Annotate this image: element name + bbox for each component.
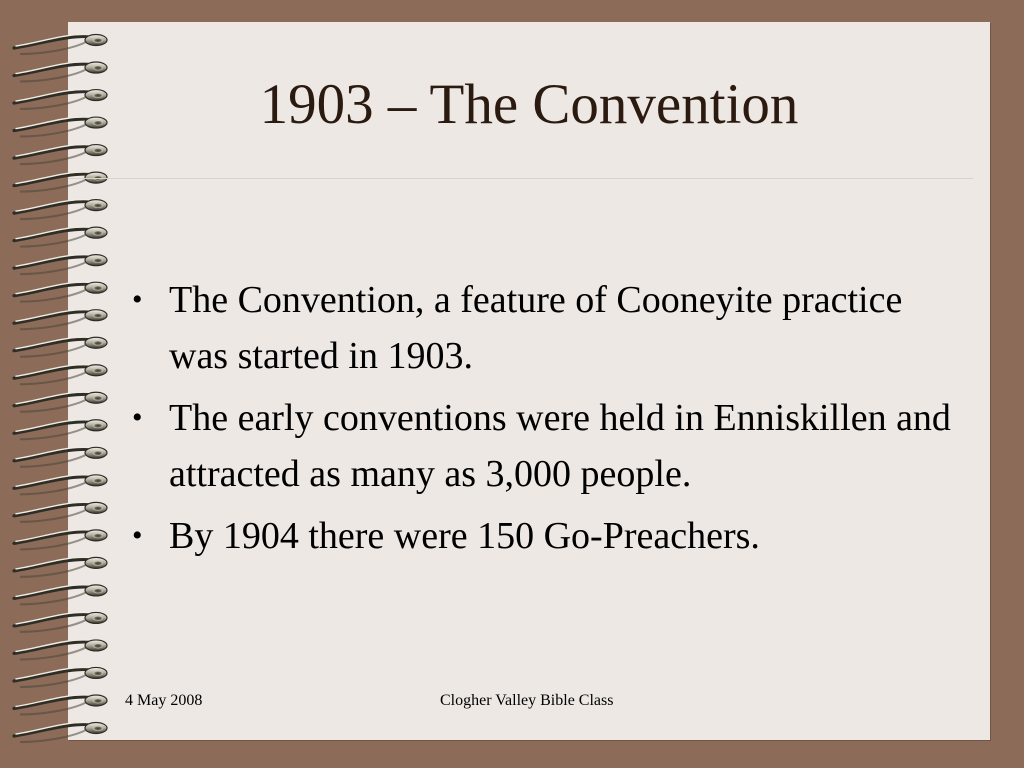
binding-ring (14, 172, 107, 192)
bullet-item (132, 508, 962, 564)
binding-ring (14, 145, 107, 165)
binding-ring (14, 227, 107, 247)
binding-ring (14, 585, 107, 605)
binding-ring (14, 337, 107, 357)
binding-ring (14, 255, 107, 275)
binding-ring (14, 200, 107, 220)
binding-ring (14, 447, 107, 467)
binding-ring (14, 695, 107, 715)
binding-ring (14, 612, 107, 632)
bullet-text: The early conventions were held in Enniskillen and attracted as many as 3,000 people. (169, 397, 951, 495)
bullet-item (132, 272, 962, 384)
title-divider (68, 178, 973, 179)
binding-ring (14, 34, 107, 54)
slide-title: 1903 – The Convention (259, 73, 799, 136)
binding-ring (14, 282, 107, 302)
binding-ring (14, 667, 107, 687)
binding-ring (14, 475, 107, 495)
binding-ring (14, 310, 107, 330)
binding-ring (14, 640, 107, 660)
binding-ring (14, 530, 107, 550)
binding-ring (14, 392, 107, 412)
binding-ring (14, 502, 107, 522)
binding-ring (14, 420, 107, 440)
footer-title: Clogher Valley Bible Class (440, 692, 614, 709)
binding-ring (14, 722, 107, 742)
bullet-list (132, 272, 962, 570)
footer-date: 4 May 2008 (125, 692, 203, 709)
bullet-text: By 1904 there were 150 Go-Preachers. (169, 515, 760, 557)
binding-ring (14, 365, 107, 385)
bullet-icon: • (132, 283, 143, 316)
bullet-text: The Convention, a feature of Cooneyite practice was started in 1903. (169, 279, 903, 377)
bullet-icon: • (132, 401, 143, 434)
bullet-icon: • (132, 519, 143, 552)
bullet-item (132, 390, 962, 502)
binding-ring (14, 557, 107, 577)
